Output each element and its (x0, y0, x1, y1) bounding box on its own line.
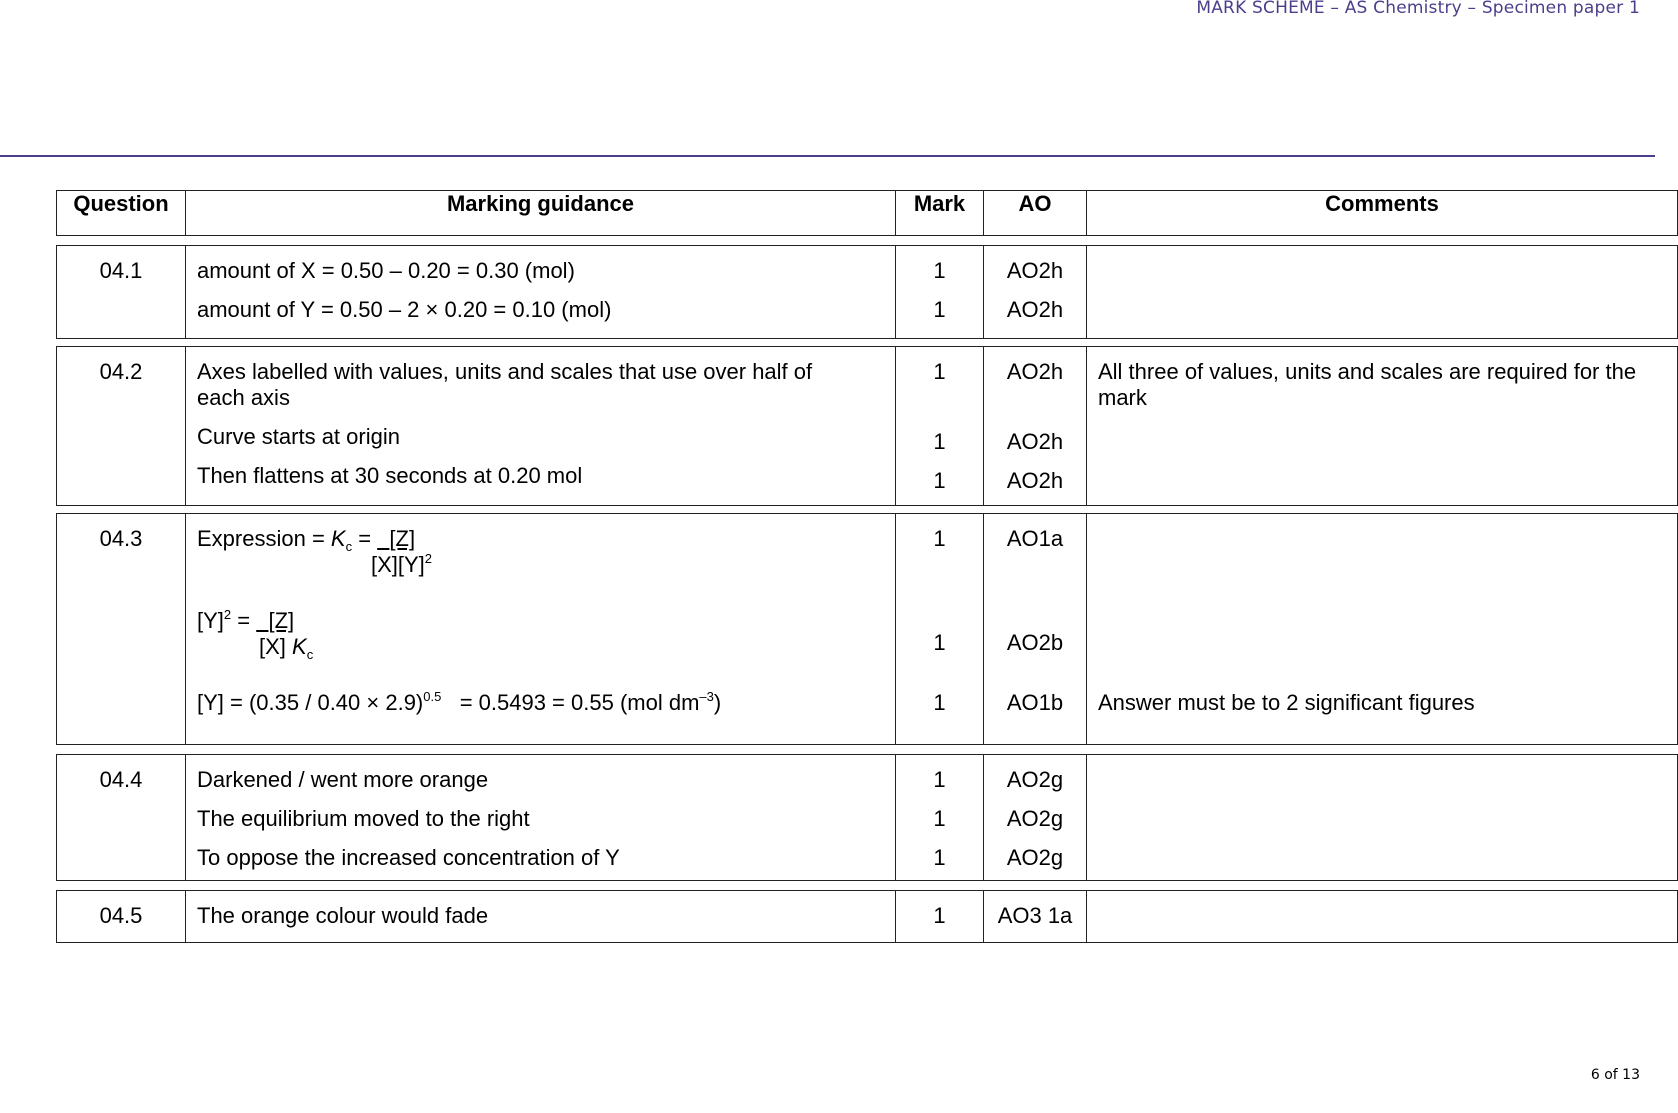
comment-text: Answer must be to 2 significant figures (1098, 690, 1475, 715)
ao-value: AO2h (1006, 359, 1064, 384)
question-number: 04.5 (57, 891, 186, 943)
question-block-04-3 (56, 513, 1678, 745)
col-question: Question (57, 191, 186, 236)
col-mark: Mark (896, 191, 984, 236)
numerator-z: [Z] (268, 608, 295, 633)
mark-value: 1 (933, 468, 946, 493)
answer-power: 0.5 (423, 689, 442, 704)
guidance-line: The orange colour would fade (197, 903, 489, 928)
table-header (56, 190, 1678, 236)
header-rule (0, 155, 1655, 157)
mark-value: 1 (933, 297, 946, 322)
comment-text: All three of values, units and scales are required for the mark (1098, 359, 1637, 410)
mark-value: 1 (933, 526, 946, 551)
col-ao: AO (984, 191, 1087, 236)
mark-value: 1 (933, 258, 946, 283)
question-block-04-1 (56, 245, 1678, 339)
kc-denominator (186, 552, 895, 608)
col-comments: Comments (1087, 191, 1678, 236)
question-number: 04.4 (57, 755, 186, 881)
guidance-line: amount of X = 0.50 – 0.20 = 0.30 (mol) (197, 258, 575, 283)
y-squared-denominator (186, 634, 895, 690)
answer-close: ) (713, 690, 722, 715)
mark-value: 1 (933, 359, 946, 384)
ao-value: AO2h (1006, 468, 1064, 493)
square-exponent: 2 (223, 607, 232, 622)
guidance-line: Axes labelled with values, units and scales that use over half of each axis (197, 359, 813, 410)
mark-value: 1 (933, 767, 946, 792)
question-number: 04.3 (57, 514, 186, 745)
denominator-xy: [X][Y] (371, 552, 425, 577)
kc-symbol: K (292, 634, 307, 659)
comment-cell (1087, 891, 1678, 943)
question-block-04-5 (56, 890, 1678, 943)
mark-value: 1 (933, 690, 946, 715)
page-number: 6 of 13 (1590, 1067, 1640, 1083)
question-number: 04.1 (57, 246, 186, 339)
comment-cell (1087, 755, 1678, 881)
guidance-line: Then flattens at 30 seconds at 0.20 mol (197, 463, 583, 488)
guidance-line: To oppose the increased concentration of Y (197, 845, 620, 870)
unit-power: –3 (699, 689, 714, 704)
guidance-line: amount of Y = 0.50 – 2 × 0.20 = 0.10 (mol) (197, 297, 612, 322)
ao-value: AO2b (1006, 630, 1064, 655)
expr-label: Expression = (197, 526, 331, 551)
numerator-z: [Z] (389, 526, 416, 551)
answer-mid: = 0.5493 = 0.55 (mol dm (453, 690, 700, 715)
ao-value: AO2g (1006, 845, 1064, 870)
ao-value: AO3 1a (997, 903, 1073, 928)
kc-subscript: c (345, 539, 353, 554)
y-squared-expression (186, 608, 895, 634)
expr-equals: = (352, 526, 378, 551)
y-label: [Y] (197, 608, 224, 633)
answer-line (186, 690, 895, 716)
col-guidance: Marking guidance (186, 191, 896, 236)
ao-value: AO2h (1006, 429, 1064, 454)
kc-symbol: K (330, 526, 346, 551)
mark-value: 1 (933, 903, 946, 928)
mark-value: 1 (933, 845, 946, 870)
ao-value: AO2g (1006, 806, 1064, 831)
square-exponent: 2 (424, 551, 433, 566)
comment-cell (1087, 246, 1678, 339)
ao-value: AO2h (1006, 258, 1064, 283)
guidance-line: Darkened / went more orange (197, 767, 489, 792)
denominator-x: [X] (259, 634, 293, 659)
kc-expression (186, 526, 895, 552)
ao-value: AO2h (1006, 297, 1064, 322)
ao-value: AO1b (1006, 690, 1064, 715)
answer-open: [Y] = (0.35 / 0.40 × 2.9) (197, 690, 424, 715)
kc-subscript: c (306, 647, 314, 662)
ao-value: AO1a (1006, 526, 1064, 551)
mark-value: 1 (933, 630, 946, 655)
question-block-04-2 (56, 346, 1678, 506)
question-number: 04.2 (57, 347, 186, 506)
mark-value: 1 (933, 806, 946, 831)
ao-value: AO2g (1006, 767, 1064, 792)
guidance-line: Curve starts at origin (197, 424, 400, 449)
expr-equals: = (231, 608, 257, 633)
guidance-line: The equilibrium moved to the right (197, 806, 530, 831)
mark-value: 1 (933, 429, 946, 454)
question-block-04-4 (56, 754, 1678, 881)
running-title: MARK SCHEME – AS Chemistry – Specimen paper 1 (1196, 0, 1640, 18)
